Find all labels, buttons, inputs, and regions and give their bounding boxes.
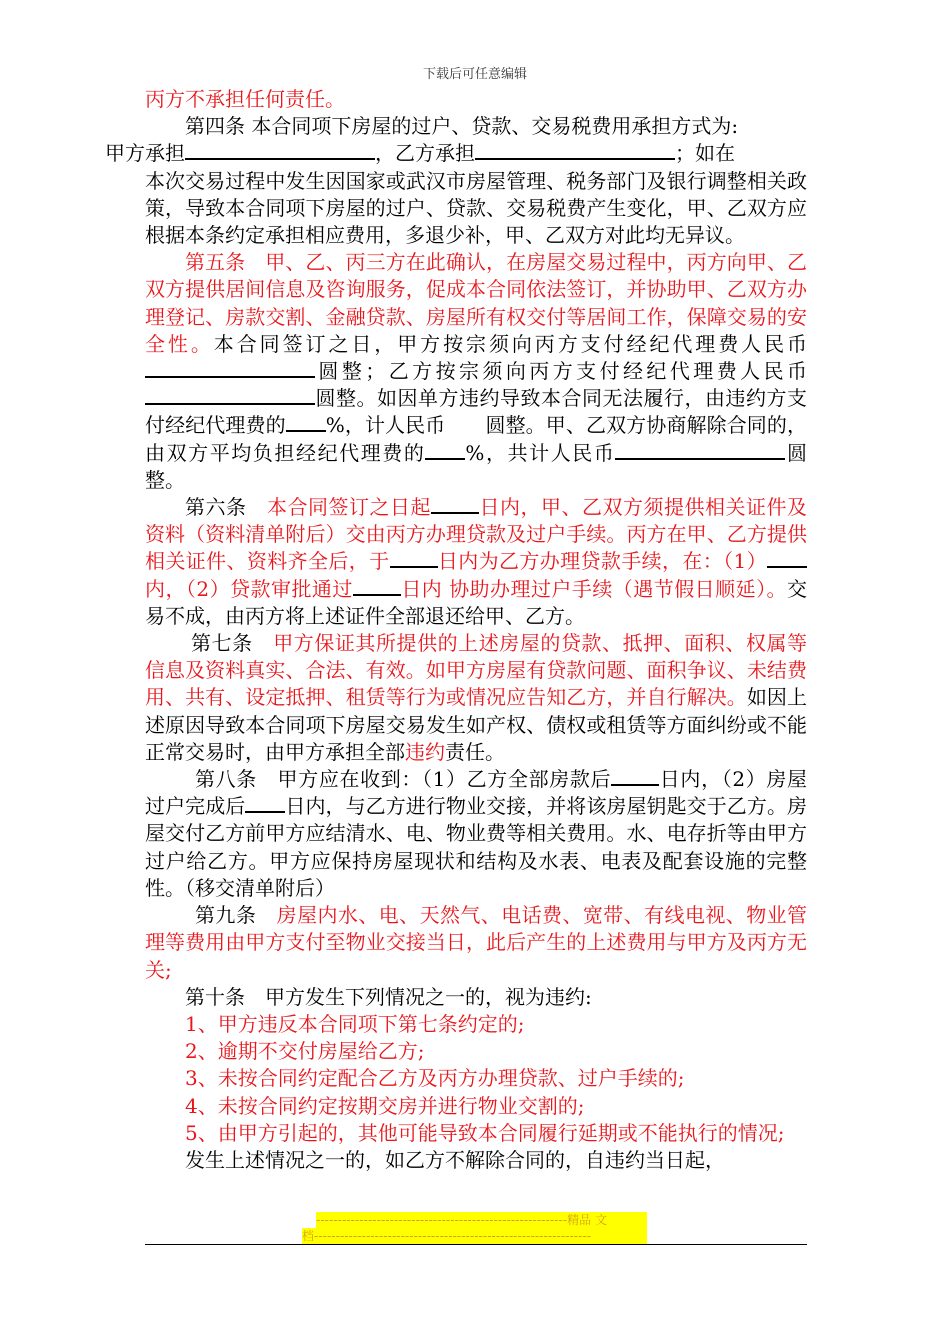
blank-field[interactable]	[425, 440, 465, 460]
contract-body	[105, 86, 808, 1174]
article-6: 第六条 本合同签订之日起 日内，甲、乙双方须提供相关证件及资料（资料清单附后）交由丙方办理贷款及过户手续。丙方在甲、乙方提供相关证件、资料齐全后，于 日内为乙方办理贷款手续，在：（1）内，（2）贷款审批通过 日内 协助办理过户手续（遇节假日顺延）。交易不成，由丙方将上述证件全部退还给甲、乙方。	[145, 495, 807, 628]
article-7: 第七条 甲方保证其所提供的上述房屋的贷款、抵押、面积、权属等信息及资料真实、合法、有效。如甲方房屋有贷款问题、面积争议、未结费用、共有、设定抵押、租赁等行为或情况应告知乙方，并自行解决。如因上述原因导致本合同项下房屋交易发生如产权、债权或租赁等方面纠纷或不能正常交易时，由甲方承担全部违约责任。	[145, 631, 808, 764]
article-4-cont: 本次交易过程中发生因国家或武汉市房屋管理、税务部门及银行调整相关政策，导致本合同项下房屋的过户、贷款、交易税费产生变化，甲、乙双方应根据本条约定承担相应费用，多退少补，甲、乙双方对此均无异议。	[145, 168, 807, 248]
page-header: 下载后可任意编辑	[422, 67, 527, 82]
list-item: 1、甲方违反本合同项下第七条约定的;	[185, 1011, 525, 1036]
paragraph-intro: 丙方不承担任何责任。	[145, 87, 345, 111]
list-item: 4、未按合同约定按期交房并进行物业交割的;	[185, 1093, 585, 1118]
footer-watermark	[302, 1212, 647, 1244]
article-8: 第八条 甲方应在收到：（1）乙方全部房款后 日内，（2）房屋过户完成后 日内，与乙方进行物业交接，并将该房屋钥匙交于乙方。房屋交付乙方前甲方应结清水、电、物业费等相关费用。水、电存折等由甲方过户给乙方。甲方应保持房屋现状和结构及水表、电表及配套设施的完整性。（移交清单附后）	[145, 767, 808, 900]
footer-line: 档----------------------------------------------------------------	[302, 1228, 647, 1244]
blank-field[interactable]	[145, 385, 315, 405]
blank-field[interactable]	[286, 412, 326, 432]
blank-field[interactable]	[767, 548, 807, 568]
blank-field[interactable]	[145, 358, 315, 378]
blank-field[interactable]	[390, 548, 438, 568]
blank-field[interactable]	[615, 440, 785, 460]
blank-field[interactable]	[431, 494, 479, 514]
blank-field[interactable]	[353, 576, 401, 596]
footer-divider	[145, 1244, 807, 1245]
list-item: 5、由甲方引起的，其他可能导致本合同履行延期或不能执行的情况;	[185, 1120, 785, 1145]
list-item: 2、逾期不交付房屋给乙方;	[185, 1039, 425, 1064]
article-4: 第四条 本合同项下房屋的过户、贷款、交易税费用承担方式为: 甲方承担 ，乙方承担 ；如在	[105, 114, 739, 166]
article-5: 第五条 甲、乙、丙三方在此确认，在房屋交易过程中，丙方向甲、乙双方提供居间信息及咨询服务，促成本合同依法签订，并协助甲、乙双方办理登记、房款交割、金融贷款、房屋所有权交付等居间工作，保障交易的安全性。本合同签订之日，甲方按宗须向丙方支付经纪代理费人民币圆整；乙方按宗须向丙方支付经纪代理费人民币圆整。如因单方违约导致本合同无法履行，由违约方支付经纪代理费的 %，计人民币 圆整。甲、乙双方协商解除合同的，由双方平均负担经纪代理费的 %，共计人民币 圆整。	[145, 250, 808, 492]
list-item: 3、未按合同约定配合乙方及丙方办理贷款、过户手续的;	[185, 1066, 685, 1091]
footer-line: ----------------------------------------------------------精品 文	[316, 1212, 647, 1228]
paragraph-last: 发生上述情况之一的，如乙方不解除合同的，自违约当日起，	[185, 1147, 725, 1172]
blank-field[interactable]	[185, 140, 375, 160]
blank-field[interactable]	[611, 766, 659, 786]
blank-field[interactable]	[245, 793, 285, 813]
blank-field[interactable]	[475, 140, 675, 160]
article-10: 第十条 甲方发生下列情况之一的，视为违约:	[185, 984, 592, 1009]
article-9: 第九条 房屋内水、电、天然气、电话费、宽带、有线电视、物业管理等费用由甲方支付至物业交接当日，此后产生的上述费用与甲方及丙方无关;	[145, 903, 808, 982]
